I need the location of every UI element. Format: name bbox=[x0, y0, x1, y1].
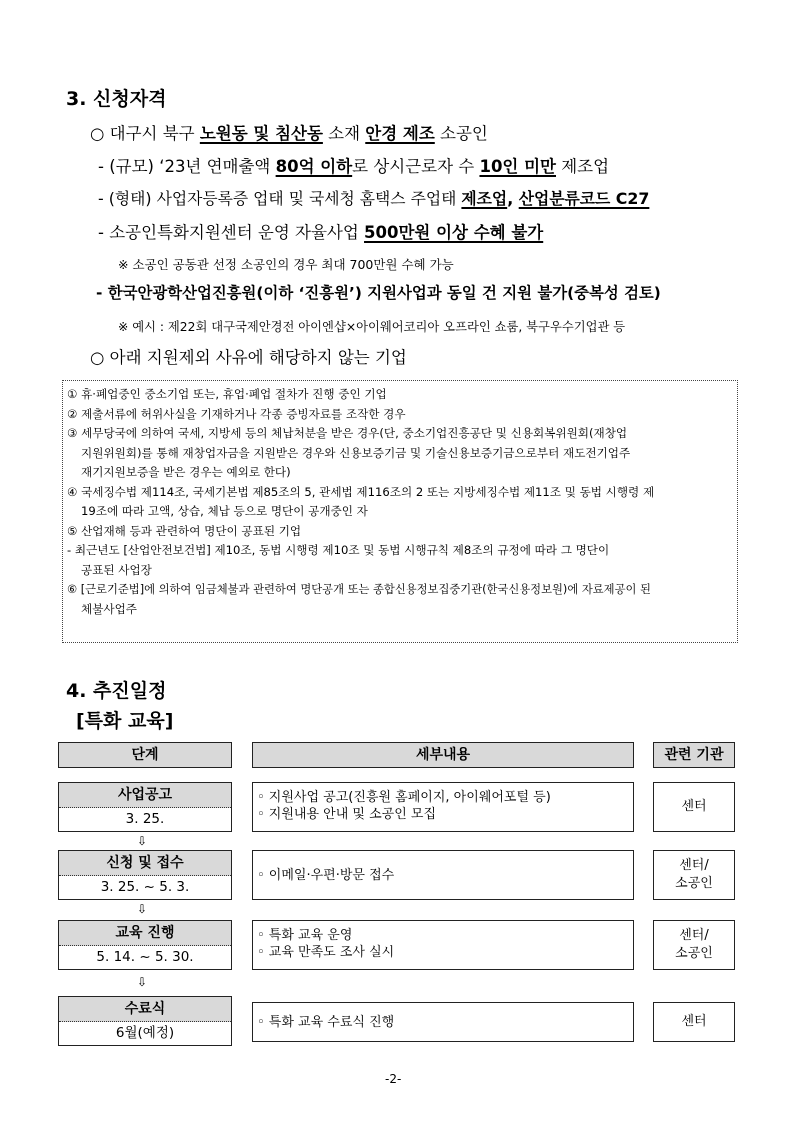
header-stage: 단계 bbox=[58, 742, 232, 768]
org-line: 센터 bbox=[681, 1014, 707, 1029]
text: 로 상시근로자 수 bbox=[352, 157, 480, 176]
text: 제조업 bbox=[556, 157, 610, 176]
stage-org bbox=[653, 920, 735, 970]
eligibility-self-program bbox=[98, 219, 543, 243]
stage-name: 사업공고 bbox=[59, 783, 231, 808]
text: , bbox=[507, 189, 519, 208]
stage-date: 3. 25. ~ 5. 3. bbox=[100, 879, 190, 895]
stage-box bbox=[58, 996, 232, 1046]
exclusion-line: 공표된 사업장 bbox=[81, 562, 152, 577]
section-3-title: 3. 신청자격 bbox=[66, 88, 167, 110]
stage-org bbox=[653, 1002, 735, 1042]
stage-date: 5. 14. ~ 5. 30. bbox=[96, 949, 194, 965]
section-4-subtitle: [특화 교육] bbox=[76, 710, 174, 732]
stage-box bbox=[58, 782, 232, 832]
text: - (형태) 사업자등록증 업태 및 국세청 홈택스 주업태 bbox=[98, 189, 462, 208]
text: 500만원 이상 수혜 불가 bbox=[364, 223, 544, 242]
exclusion-line: ① 휴·폐업중인 중소기업 또는, 휴업·폐업 절차가 진행 중인 기업 bbox=[67, 387, 387, 401]
exclusion-line: 체불사업주 bbox=[81, 601, 137, 616]
detail-line: ◦ 교육 만족도 조사 실시 bbox=[257, 945, 395, 960]
section-4-title: 4. 추진일정 bbox=[66, 680, 167, 702]
header-detail: 세부내용 bbox=[252, 742, 634, 768]
org-line: 소공인 bbox=[675, 946, 713, 961]
eligibility-form bbox=[98, 186, 649, 209]
detail-line: ◦ 지원사업 공고(진흥원 홈페이지, 아이웨어포털 등) bbox=[257, 790, 551, 805]
exclusion-box bbox=[62, 380, 738, 643]
page-number: -2- bbox=[385, 1072, 402, 1086]
stage-detail bbox=[252, 1002, 634, 1042]
text: 산업분류코드 C27 bbox=[518, 189, 650, 208]
stage-org bbox=[653, 782, 735, 832]
eligibility-size bbox=[98, 153, 609, 177]
text: 10인 미만 bbox=[479, 157, 556, 176]
eligibility-location bbox=[90, 120, 488, 144]
detail-line: ◦ 지원내용 안내 및 소공인 모집 bbox=[257, 807, 437, 822]
stage-detail bbox=[252, 850, 634, 900]
org-line: 센터/ bbox=[679, 928, 709, 943]
stage-box bbox=[58, 920, 232, 970]
text: 80억 이하 bbox=[275, 157, 353, 176]
exclusion-line: 재기지원보증을 받은 경우는 예외로 한다) bbox=[81, 465, 291, 479]
exclusion-line: 지원위원회)를 통해 재창업자금을 지원받은 경우와 신용보증기금 및 기술신용보증기금으로부터 재도전기업주 bbox=[81, 445, 631, 460]
exclusion-line: ⑤ 산업재해 등과 관련하여 명단이 공표된 기업 bbox=[67, 523, 302, 538]
arrow-down-icon: ⇩ bbox=[137, 975, 148, 989]
detail-line: ◦ 특화 교육 수료식 진행 bbox=[257, 1015, 395, 1030]
stage-box bbox=[58, 850, 232, 900]
eligibility-duplicate: - 한국안광학산업진흥원(이하 ‘진흥원’) 지원사업과 동일 건 지원 불가(중복성 검토) bbox=[96, 284, 661, 302]
text: 소공인 bbox=[434, 124, 488, 143]
stage-name: 신청 및 접수 bbox=[59, 851, 231, 876]
exclusion-line: 19조에 따라 고액, 상습, 체납 등으로 명단이 공개중인 자 bbox=[81, 504, 368, 518]
note-joint-pavilion: ※ 소공인 공동관 선정 소공인의 경우 최대 700만원 수혜 가능 bbox=[118, 257, 454, 272]
stage-date: 3. 25. bbox=[125, 811, 165, 827]
text: 노원동 및 침산동 bbox=[199, 124, 323, 143]
org-line: 센터/ bbox=[679, 858, 709, 873]
exclusion-line: - 최근년도 [산업안전보건법] 제10조, 동법 시행령 제10조 및 동법 시행규칙 제8조의 규정에 따라 그 명단이 bbox=[67, 543, 610, 557]
header-org: 관련 기관 bbox=[653, 742, 735, 768]
stage-detail bbox=[252, 920, 634, 970]
text: - 소공인특화지원센터 운영 자율사업 bbox=[98, 223, 365, 242]
eligibility-exclusion-intro: ○ 아래 지원제외 사유에 해당하지 않는 기업 bbox=[90, 348, 407, 367]
exclusion-line: ④ 국세징수법 제114조, 국세기본법 제85조의 5, 관세법 제116조의 2 또는 지방세징수법 제11조 및 동법 시행령 제 bbox=[67, 484, 655, 499]
detail-line: ◦ 특화 교육 운영 bbox=[257, 928, 353, 943]
exclusion-line: ⑥ [근로기준법]에 의하여 임금체불과 관련하여 명단공개 또는 종합신용정보집중기관(한국신용정보원)에 자료제공이 된 bbox=[67, 583, 651, 596]
arrow-down-icon: ⇩ bbox=[137, 834, 148, 848]
org-line: 소공인 bbox=[675, 876, 713, 891]
text: ○ 대구시 북구 bbox=[90, 124, 200, 143]
exclusion-line: ③ 세무당국에 의하여 국세, 지방세 등의 체납처분을 받은 경우(단, 중소기업진흥공단 및 신용회복위원회(재창업 bbox=[67, 426, 628, 440]
org-line: 센터 bbox=[681, 799, 707, 814]
arrow-down-icon: ⇩ bbox=[137, 902, 148, 916]
note-example: ※ 예시 : 제22회 대구국제안경전 아이엔샵×아이웨어코리아 오프라인 쇼룸, 북구우수기업관 등 bbox=[118, 320, 626, 334]
stage-detail bbox=[252, 782, 634, 832]
text: 소재 bbox=[322, 124, 366, 143]
stage-name: 수료식 bbox=[59, 997, 231, 1022]
exclusion-line: ② 제출서류에 허위사실을 기재하거나 각종 증빙자료를 조작한 경우 bbox=[67, 406, 406, 421]
text: 안경 제조 bbox=[365, 124, 435, 143]
stage-date: 6월(예정) bbox=[115, 1025, 175, 1041]
stage-name: 교육 진행 bbox=[59, 921, 231, 946]
text: - (규모) ‘23년 연매출액 bbox=[98, 157, 276, 176]
detail-line: ◦ 이메일·우편·방문 접수 bbox=[257, 868, 395, 883]
stage-org bbox=[653, 850, 735, 900]
text: 제조업 bbox=[461, 189, 508, 208]
